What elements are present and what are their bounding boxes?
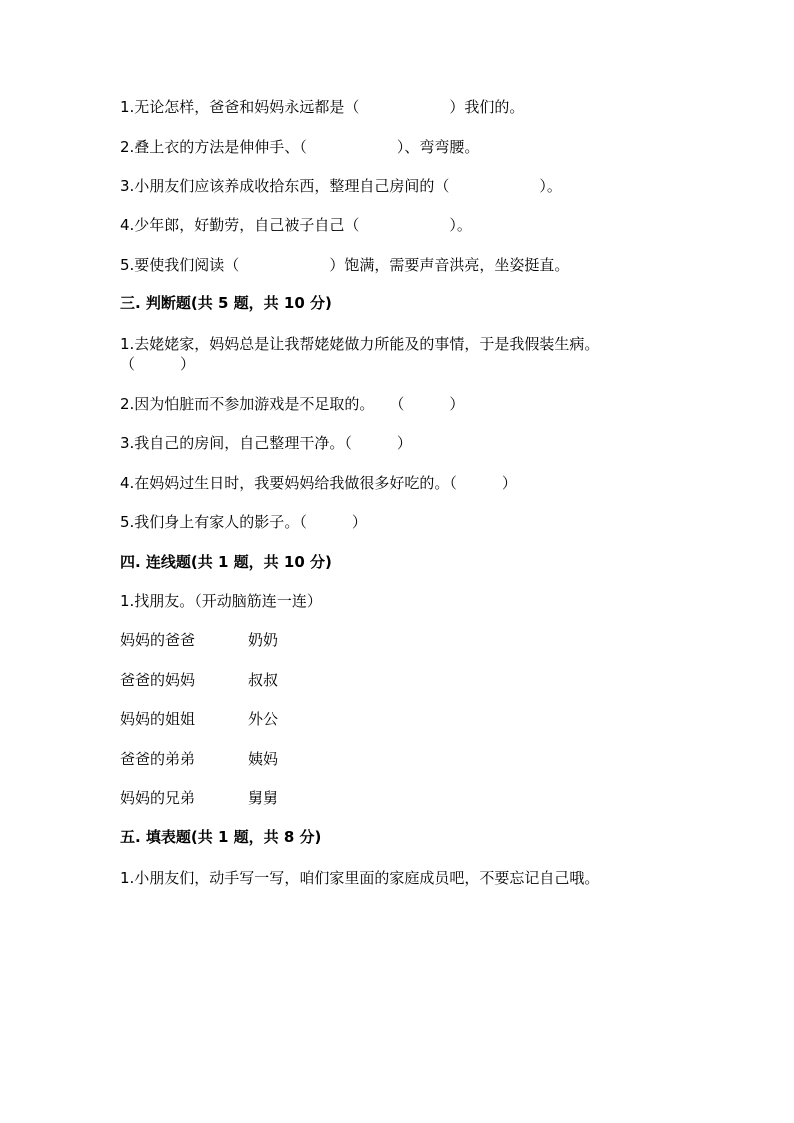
- fill-in-item: 3.小朋友们应该养成收拾东西，整理自己房间的（ ）。: [120, 177, 562, 195]
- section-title-judge: 三. 判断题(共 5 题，共 10 分): [120, 294, 332, 312]
- match-left-item: 爸爸的弟弟: [120, 750, 196, 768]
- fill-in-item: 4.少年郎，好勤劳，自己被子自己（ ）。: [120, 216, 472, 234]
- judge-item: 1.去姥姥家，妈妈总是让我帮姥姥做力所能及的事情，于是我假装生病。: [120, 335, 600, 353]
- judge-item: 4.在妈妈过生日时，我要妈妈给我做很多好吃的。（ ）: [120, 474, 517, 492]
- match-left-item: 妈妈的兄弟: [120, 789, 196, 807]
- match-right-item: 舅舅: [248, 789, 279, 807]
- match-right-item: 奶奶: [248, 631, 279, 649]
- judge-item: 5.我们身上有家人的影子。（ ）: [120, 513, 367, 531]
- match-right-item: 姨妈: [248, 750, 279, 768]
- judge-item: 2.因为怕脏而不参加游戏是不足取的。 （ ）: [120, 395, 465, 413]
- section-title-match: 四. 连线题(共 1 题，共 10 分): [120, 553, 332, 571]
- fill-in-item: 2.叠上衣的方法是伸伸手、（ ）、弯弯腰。: [120, 138, 480, 156]
- judge-item-answer-bracket: （ ）: [120, 355, 196, 373]
- match-question: 1.找朋友。（开动脑筋连一连）: [120, 592, 322, 610]
- match-left-item: 妈妈的爸爸: [120, 631, 196, 649]
- match-left-item: 妈妈的姐姐: [120, 710, 196, 728]
- match-left-item: 爸爸的妈妈: [120, 671, 196, 689]
- match-right-item: 叔叔: [248, 671, 279, 689]
- fill-in-item: 1.无论怎样，爸爸和妈妈永远都是（ ）我们的。: [120, 98, 525, 116]
- fill-in-item: 5.要使我们阅读（ ）饱满，需要声音洪亮，坐姿挺直。: [120, 256, 570, 274]
- table-question: 1.小朋友们，动手写一写，咱们家里面的家庭成员吧，不要忘记自己哦。: [120, 869, 600, 887]
- match-right-item: 外公: [248, 710, 279, 728]
- section-title-table: 五. 填表题(共 1 题，共 8 分): [120, 828, 322, 846]
- judge-item: 3.我自己的房间，自己整理干净。（ ）: [120, 434, 412, 452]
